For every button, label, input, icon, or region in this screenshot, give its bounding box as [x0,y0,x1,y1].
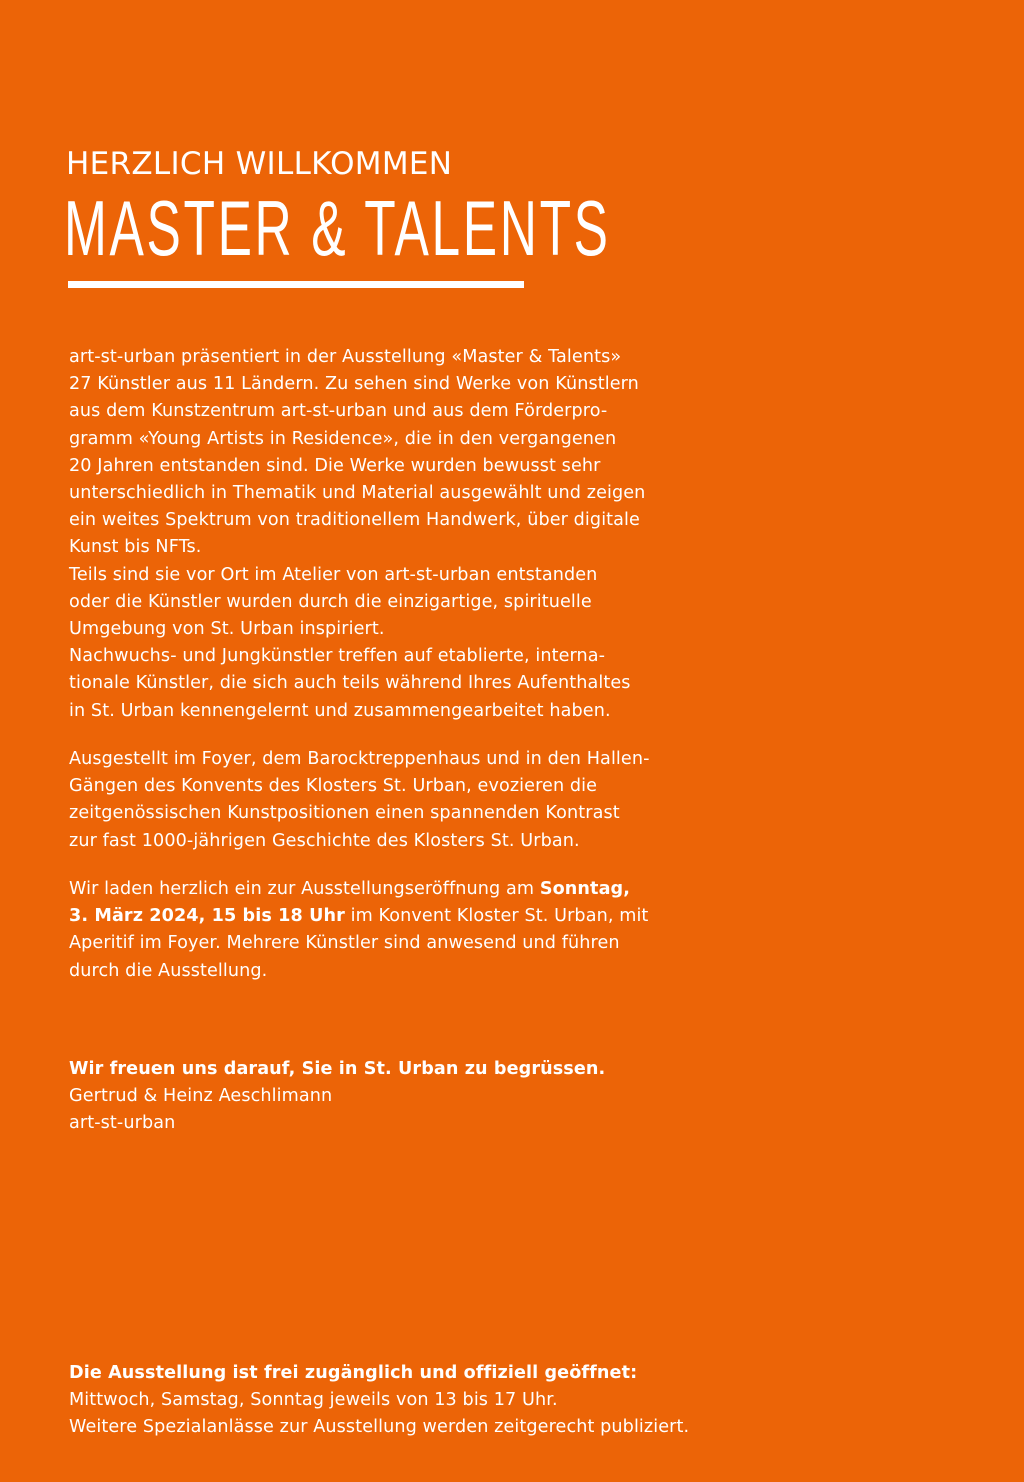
invite-line [69,903,729,930]
intro-line: Umgebung von St. Urban inspiriert. [69,619,385,640]
hours-note: Weitere Spezialanlässe zur Ausstellung werden zeitgerecht publiziert. [69,1417,690,1438]
intro-line: gramm «Young Artists in Residence», die in den vergangenen [69,428,617,449]
intro-line: oder die Künstler wurden durch die einzigartige, spirituelle [69,591,592,612]
hours-heading [69,1360,729,1387]
event-date-time: 3. März 2024, 15 bis 18 Uhr [69,906,345,927]
intro-line: ein weites Spektrum von traditionellem Handwerk, über digitale [69,510,640,531]
signature-org: art-st-urban [69,1113,176,1134]
intro-line: Kunst bis NFTs. [69,537,202,558]
invite-line [69,876,729,903]
intro-line: Teils sind sie vor Ort im Atelier von art-st-urban entstanden [69,564,598,585]
invitation-paragraph [69,876,729,985]
intro-line: 20 Jahren entstanden sind. Die Werke wurden bewusst sehr [69,455,601,476]
closing-greeting [69,1056,729,1083]
intro-paragraph [69,344,729,725]
welcome-kicker: HERZLICH WILLKOMMEN [66,146,453,182]
hours-days: Mittwoch, Samstag, Sonntag jeweils von 13 bis 17 Uhr. [69,1390,558,1411]
invite-text: Wir laden herzlich ein zur Ausstellungseröffnung am [69,879,540,899]
intro-line: in St. Urban kennengelernt und zusammengearbeitet haben. [69,700,611,721]
invite-line: durch die Ausstellung. [69,960,268,981]
event-day: Sonntag, [539,879,631,899]
exhibition-title: MASTER & TALENTS [64,184,611,272]
venue-line: Ausgestellt im Foyer, dem Barocktreppenhaus und in den Hallen- [69,749,650,769]
invite-line: Aperitif im Foyer. Mehrere Künstler sind anwesend und führen [69,933,620,954]
intro-line: 27 Künstler aus 11 Ländern. Zu sehen sind Werke von Künstlern [69,374,639,395]
title-underline [68,281,524,288]
intro-line: tionale Künstler, die sich auch teils während Ihres Aufenthaltes [69,673,631,694]
signature-names: Gertrud & Heinz Aeschlimann [69,1086,333,1107]
hours-heading-text: Die Ausstellung ist frei zugänglich und offiziell geöffnet: [69,1363,638,1383]
intro-line: Nachwuchs- und Jungkünstler treffen auf etablierte, interna- [69,646,606,667]
venue-paragraph [69,746,729,855]
intro-line: aus dem Kunstzentrum art-st-urban und aus dem Förderpro- [69,401,608,422]
event-location: im Konvent Kloster St. Urban, mit [344,906,649,927]
greeting-text: Wir freuen uns darauf, Sie in St. Urban zu begrüssen. [69,1059,606,1079]
venue-line: Gängen des Konvents des Klosters St. Urban, evozieren die [69,776,598,797]
venue-line: zur fast 1000-jährigen Geschichte des Klosters St. Urban. [69,830,580,851]
venue-line: zeitgenössischen Kunstpositionen einen spannenden Kontrast [69,803,620,824]
closing-block [69,1056,729,1138]
intro-line: unterschiedlich in Thematik und Material ausgewählt und zeigen [69,483,646,504]
opening-hours-block [69,1360,729,1442]
intro-line: art-st-urban präsentiert in der Ausstellung «Master & Talents» [69,347,622,367]
